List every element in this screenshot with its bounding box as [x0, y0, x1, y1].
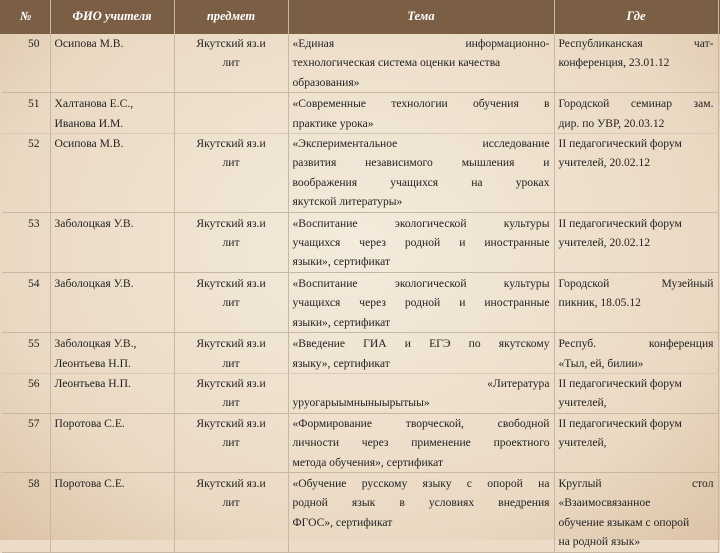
where-line: учителей, 20.02.12 [558, 156, 651, 170]
subject-line: лит [222, 356, 240, 370]
row-subject [174, 333, 288, 374]
topic-line: «Экспериментальное исследование [292, 137, 550, 151]
table-row [2, 373, 718, 413]
teacher-line: Поротова С.Е. [54, 416, 125, 430]
topic-line: развития независимого мышления и [292, 156, 550, 170]
where-line: дир. по УВР, 20.03.12 [558, 116, 665, 130]
where-line: Круглый стол [558, 476, 714, 490]
topic-line: «Единая информационно- [292, 37, 550, 50]
subject-line: лит [222, 296, 240, 310]
subject-line: Якутский яз.и [196, 37, 266, 50]
topic-line: ФГОС», сертификат [292, 515, 393, 529]
row-where [554, 93, 718, 134]
table-row [2, 472, 718, 552]
row-teacher [50, 333, 174, 374]
row-where [554, 472, 718, 552]
row-num: 57 [2, 413, 50, 472]
row-num: 52 [2, 134, 50, 213]
row-num: 50 [2, 33, 50, 93]
topic-line: метода обучения», сертификат [292, 455, 444, 469]
subject-line: Якутский яз.и [196, 416, 266, 430]
header-num: № [2, 0, 50, 33]
where-line: II педагогический форум [558, 216, 682, 230]
subject-line: Якутский яз.и [196, 216, 266, 230]
row-num: 53 [2, 212, 50, 272]
row-num: 56 [2, 373, 50, 413]
subject-line: лит [222, 396, 240, 410]
row-topic [288, 93, 554, 134]
subject-line: Якутский яз.и [196, 337, 266, 351]
teacher-line: Поротова С.Е. [54, 476, 125, 490]
row-topic [288, 373, 554, 413]
teacher-line: Леонтьева Н.П. [54, 376, 131, 390]
header-row [2, 0, 718, 33]
row-subject [174, 134, 288, 213]
row-teacher [50, 472, 174, 552]
row-topic [288, 212, 554, 272]
where-line: пикник, 18.05.12 [558, 296, 641, 310]
teacher-line: Осипова М.В. [54, 137, 124, 151]
subject-line: лит [222, 496, 240, 510]
header-subject: предмет [174, 0, 288, 33]
topic-line: учащихся через родной и иностранные [292, 236, 550, 250]
row-topic [288, 272, 554, 332]
row-where [554, 134, 718, 213]
topic-line: родной язык в условиях внедрения [292, 496, 550, 510]
topic-line: «Современные технологии обучения в [292, 97, 550, 111]
header-teacher: ФИО учителя [50, 0, 174, 33]
teacher-line: Осипова М.В. [54, 37, 124, 50]
where-line: «Тыл, ей, билии» [558, 356, 644, 370]
row-topic [288, 472, 554, 552]
table-row [2, 272, 718, 332]
where-line: Республиканская чат- [558, 37, 714, 50]
row-subject [174, 93, 288, 134]
row-subject [174, 373, 288, 413]
teacher-line: Иванова И.М. [54, 116, 124, 130]
where-line: II педагогический форум [558, 137, 682, 151]
topic-line: технологическая система оценки качества [292, 56, 501, 70]
header-topic: Тема [288, 0, 554, 33]
row-subject [174, 212, 288, 272]
row-teacher [50, 272, 174, 332]
row-subject [174, 272, 288, 332]
topic-line: «Литература [487, 376, 550, 390]
where-line: конференция, 23.01.12 [558, 56, 670, 70]
where-line: на родной язык» [558, 535, 641, 549]
row-teacher [50, 134, 174, 213]
topic-line: образования» [292, 75, 360, 89]
topic-line: «Обучение русскому языку с опорой на [292, 476, 550, 490]
subject-line: Якутский яз.и [196, 276, 266, 290]
row-subject [174, 472, 288, 552]
row-subject [174, 413, 288, 472]
table-row [2, 134, 718, 213]
row-where [554, 272, 718, 332]
row-where [554, 33, 718, 93]
subject-line: лит [222, 436, 240, 450]
where-line: обучение языкам с опорой [558, 515, 690, 529]
row-topic [288, 333, 554, 374]
row-topic [288, 413, 554, 472]
row-teacher [50, 93, 174, 134]
row-topic [288, 33, 554, 93]
where-line: учителей, 20.02.12 [558, 236, 651, 250]
topic-line: воображения учащихся на уроках [292, 175, 550, 189]
table-row [2, 33, 718, 93]
row-num: 51 [2, 93, 50, 134]
table-row [2, 212, 718, 272]
topic-line: «Воспитание экологической культуры [292, 216, 550, 230]
row-teacher [50, 373, 174, 413]
row-subject [174, 33, 288, 93]
row-where [554, 413, 718, 472]
teacher-line: Заболоцкая У.В., [54, 337, 137, 351]
teacher-line: Леонтьева Н.П. [54, 356, 131, 370]
subject-line: Якутский яз.и [196, 376, 266, 390]
topic-line: «Формирование творческой, свободной [292, 416, 550, 430]
subject-line: лит [222, 56, 240, 70]
topic-line: практике урока» [292, 116, 374, 130]
teacher-line: Заболоцкая У.В. [54, 276, 134, 290]
row-topic [288, 134, 554, 213]
topic-line: учащихся через родной и иностранные [292, 296, 550, 310]
row-num: 58 [2, 472, 50, 552]
subject-line: лит [222, 236, 240, 250]
table-row [2, 93, 718, 134]
where-line: учителей, [558, 396, 607, 410]
events-table [2, 0, 719, 553]
row-teacher [50, 212, 174, 272]
row-where [554, 212, 718, 272]
row-num: 55 [2, 333, 50, 374]
teacher-line: Заболоцкая У.В. [54, 216, 134, 230]
teacher-line: Халтанова Е.С., [54, 97, 134, 111]
topic-line: «Введение ГИА и ЕГЭ по якутскому [292, 337, 550, 351]
row-where [554, 373, 718, 413]
topic-line: языки», сертификат [292, 255, 391, 269]
topic-line: языку», сертификат [292, 356, 390, 370]
subject-line: Якутский яз.и [196, 137, 266, 151]
header-where: Где [554, 0, 718, 33]
where-line: учителей, [558, 436, 607, 450]
topic-line: якутской литературы» [292, 195, 403, 209]
where-line: Городской семинар зам. [558, 97, 714, 111]
row-teacher [50, 33, 174, 93]
table-row [2, 333, 718, 374]
where-line: «Взаимосвязанное [558, 496, 651, 510]
row-teacher [50, 413, 174, 472]
topic-line: уруогарыымныныырытыы» [292, 396, 430, 410]
subject-line: лит [222, 156, 240, 170]
where-line: Городской Музейный [558, 276, 714, 290]
row-num: 54 [2, 272, 50, 332]
topic-line: языки», сертификат [292, 315, 391, 329]
row-where [554, 333, 718, 374]
where-line: Респуб. конференция [558, 337, 714, 351]
subject-line: Якутский яз.и [196, 476, 266, 490]
topic-line: личности через применение проектного [292, 436, 550, 450]
topic-line: «Воспитание экологической культуры [292, 276, 550, 290]
table-row [2, 413, 718, 472]
where-line: II педагогический форум [558, 416, 682, 430]
where-line: II педагогический форум [558, 376, 682, 390]
